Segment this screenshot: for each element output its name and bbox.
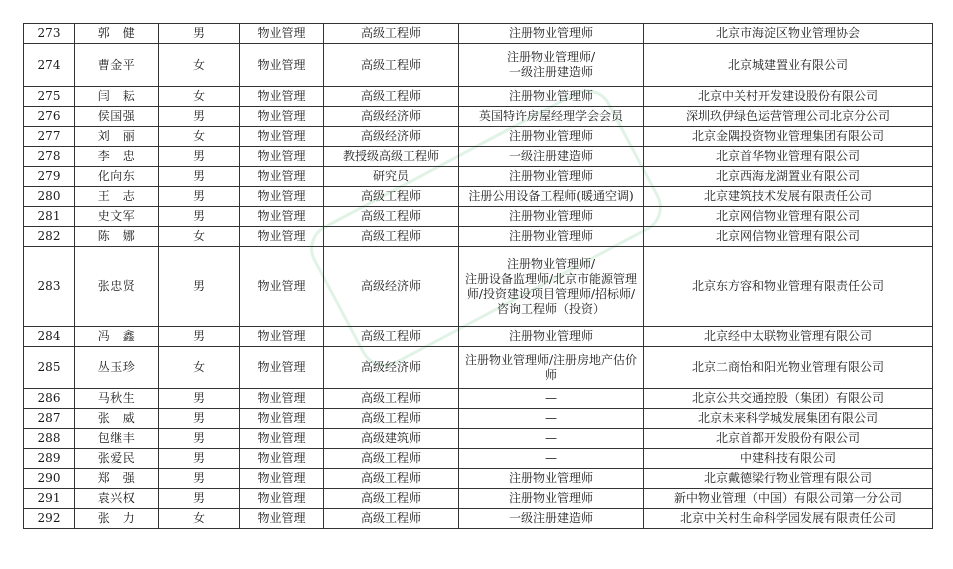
cell-field: 物业管理: [240, 429, 324, 449]
cell-organization: 北京金隅投资物业管理集团有限公司: [644, 127, 933, 147]
cell-person-name: 冯 鑫: [75, 327, 159, 347]
cell-row-number: 273: [24, 24, 75, 44]
cell-job-title: 高级工程师: [324, 409, 459, 429]
table-row: [24, 247, 933, 327]
cell-gender: 男: [159, 449, 240, 469]
cell-job-title: 高级工程师: [324, 449, 459, 469]
cell-organization: 北京城建置业有限公司: [644, 44, 933, 87]
cell-organization: 北京二商怡和阳光物业管理有限公司: [644, 347, 933, 389]
cell-gender: 男: [159, 107, 240, 127]
cell-person-name: 张忠贤: [75, 247, 159, 327]
table-row: [24, 429, 933, 449]
cell-gender: 女: [159, 87, 240, 107]
cell-organization: 北京网信物业管理有限公司: [644, 227, 933, 247]
cell-organization: 深圳玖伊绿色运营管理公司北京分公司: [644, 107, 933, 127]
cell-row-number: 276: [24, 107, 75, 127]
cell-field: 物业管理: [240, 147, 324, 167]
cell-certification: 注册公用设备工程师(暖通空调): [459, 187, 644, 207]
cell-job-title: 高级经济师: [324, 127, 459, 147]
cell-gender: 男: [159, 247, 240, 327]
cell-field: 物业管理: [240, 127, 324, 147]
cell-job-title: 研究员: [324, 167, 459, 187]
cell-certification: 注册物业管理师: [459, 227, 644, 247]
cell-field: 物业管理: [240, 327, 324, 347]
cell-job-title: 高级工程师: [324, 327, 459, 347]
table-row: [24, 227, 933, 247]
cell-person-name: 闫 耘: [75, 87, 159, 107]
cell-row-number: 289: [24, 449, 75, 469]
cell-certification: 一级注册建造师: [459, 509, 644, 529]
cell-field: 物业管理: [240, 489, 324, 509]
table-row: [24, 44, 933, 87]
cell-gender: 男: [159, 489, 240, 509]
table-row: [24, 24, 933, 44]
cell-person-name: 化向东: [75, 167, 159, 187]
cell-certification: —: [459, 449, 644, 469]
cell-gender: 男: [159, 167, 240, 187]
cell-field: 物业管理: [240, 87, 324, 107]
cell-certification: 注册物业管理师: [459, 127, 644, 147]
table-row: [24, 87, 933, 107]
cell-person-name: 曹金平: [75, 44, 159, 87]
cell-field: 物业管理: [240, 44, 324, 87]
cell-person-name: 张爱民: [75, 449, 159, 469]
table-row: [24, 489, 933, 509]
cell-job-title: 高级工程师: [324, 489, 459, 509]
table-row: [24, 449, 933, 469]
cell-job-title: 高级工程师: [324, 24, 459, 44]
cell-organization: 北京西海龙湖置业有限公司: [644, 167, 933, 187]
cell-organization: 新中物业管理（中国）有限公司第一分公司: [644, 489, 933, 509]
table-row: [24, 187, 933, 207]
cell-person-name: 马秋生: [75, 389, 159, 409]
cell-certification: 注册物业管理师: [459, 207, 644, 227]
cell-job-title: 高级建筑师: [324, 429, 459, 449]
cell-field: 物业管理: [240, 207, 324, 227]
cell-person-name: 郭 健: [75, 24, 159, 44]
cell-row-number: 287: [24, 409, 75, 429]
cell-row-number: 283: [24, 247, 75, 327]
cell-field: 物业管理: [240, 187, 324, 207]
table-row: [24, 389, 933, 409]
cell-gender: 男: [159, 389, 240, 409]
cell-field: 物业管理: [240, 389, 324, 409]
cell-row-number: 282: [24, 227, 75, 247]
cell-job-title: 教授级高级工程师: [324, 147, 459, 167]
cell-row-number: 275: [24, 87, 75, 107]
cell-certification: 注册物业管理师/ 注册设备监理师/北京市能源管理 师/投资建设项目管理师/招标师/ 咨询工程师（投资）: [459, 247, 644, 327]
cell-certification: 注册物业管理师: [459, 24, 644, 44]
cell-certification: 一级注册建造师: [459, 147, 644, 167]
cell-job-title: 高级工程师: [324, 44, 459, 87]
cell-certification: 注册物业管理师: [459, 489, 644, 509]
cell-person-name: 丛玉珍: [75, 347, 159, 389]
cell-person-name: 史文军: [75, 207, 159, 227]
cell-row-number: 274: [24, 44, 75, 87]
cell-job-title: 高级工程师: [324, 207, 459, 227]
expert-list-table: [23, 23, 933, 529]
table-row: [24, 347, 933, 389]
cell-gender: 男: [159, 147, 240, 167]
table-row: [24, 167, 933, 187]
cell-certification: 注册物业管理师: [459, 469, 644, 489]
cell-row-number: 290: [24, 469, 75, 489]
cell-organization: 北京中关村开发建设股份有限公司: [644, 87, 933, 107]
cell-row-number: 280: [24, 187, 75, 207]
cell-certification: 注册物业管理师: [459, 87, 644, 107]
cell-field: 物业管理: [240, 509, 324, 529]
cell-gender: 男: [159, 187, 240, 207]
cell-row-number: 292: [24, 509, 75, 529]
cell-field: 物业管理: [240, 107, 324, 127]
cell-gender: 男: [159, 469, 240, 489]
cell-organization: 北京首华物业管理有限公司: [644, 147, 933, 167]
cell-certification: —: [459, 409, 644, 429]
cell-row-number: 277: [24, 127, 75, 147]
cell-organization: 北京经中太联物业管理有限公司: [644, 327, 933, 347]
cell-gender: 男: [159, 24, 240, 44]
cell-organization: 北京公共交通控股（集团）有限公司: [644, 389, 933, 409]
cell-job-title: 高级工程师: [324, 509, 459, 529]
cell-organization: 北京中关村生命科学园发展有限责任公司: [644, 509, 933, 529]
cell-gender: 男: [159, 327, 240, 347]
cell-organization: 中建科技有限公司: [644, 449, 933, 469]
cell-person-name: 袁兴权: [75, 489, 159, 509]
cell-certification: 英国特许房屋经理学会会员: [459, 107, 644, 127]
cell-field: 物业管理: [240, 227, 324, 247]
cell-field: 物业管理: [240, 409, 324, 429]
cell-job-title: 高级工程师: [324, 87, 459, 107]
cell-person-name: 刘 丽: [75, 127, 159, 147]
cell-row-number: 284: [24, 327, 75, 347]
cell-certification: —: [459, 429, 644, 449]
cell-person-name: 李 忠: [75, 147, 159, 167]
cell-job-title: 高级工程师: [324, 227, 459, 247]
cell-field: 物业管理: [240, 24, 324, 44]
cell-row-number: 286: [24, 389, 75, 409]
cell-field: 物业管理: [240, 247, 324, 327]
table-row: [24, 107, 933, 127]
cell-job-title: 高级经济师: [324, 247, 459, 327]
cell-field: 物业管理: [240, 449, 324, 469]
cell-organization: 北京未来科学城发展集团有限公司: [644, 409, 933, 429]
table-row: [24, 127, 933, 147]
cell-job-title: 高级工程师: [324, 469, 459, 489]
cell-gender: 女: [159, 44, 240, 87]
cell-person-name: 张 威: [75, 409, 159, 429]
cell-certification: 注册物业管理师: [459, 167, 644, 187]
cell-organization: 北京戴德梁行物业管理有限公司: [644, 469, 933, 489]
cell-job-title: 高级工程师: [324, 389, 459, 409]
cell-field: 物业管理: [240, 167, 324, 187]
cell-row-number: 279: [24, 167, 75, 187]
table-row: [24, 469, 933, 489]
cell-certification: 注册物业管理师/ 一级注册建造师: [459, 44, 644, 87]
cell-organization: 北京市海淀区物业管理协会: [644, 24, 933, 44]
table-row: [24, 509, 933, 529]
cell-organization: 北京建筑技术发展有限责任公司: [644, 187, 933, 207]
cell-gender: 男: [159, 207, 240, 227]
cell-person-name: 张 力: [75, 509, 159, 529]
cell-job-title: 高级经济师: [324, 347, 459, 389]
cell-gender: 女: [159, 509, 240, 529]
cell-certification: —: [459, 389, 644, 409]
cell-job-title: 高级经济师: [324, 107, 459, 127]
table-row: [24, 147, 933, 167]
cell-person-name: 王 志: [75, 187, 159, 207]
cell-gender: 女: [159, 227, 240, 247]
cell-person-name: 陈 娜: [75, 227, 159, 247]
cell-row-number: 285: [24, 347, 75, 389]
cell-field: 物业管理: [240, 347, 324, 389]
table-row: [24, 327, 933, 347]
cell-row-number: 281: [24, 207, 75, 227]
cell-job-title: 高级工程师: [324, 187, 459, 207]
cell-person-name: 郑 强: [75, 469, 159, 489]
cell-gender: 男: [159, 409, 240, 429]
cell-organization: 北京东方容和物业管理有限责任公司: [644, 247, 933, 327]
cell-gender: 女: [159, 127, 240, 147]
table-row: [24, 409, 933, 429]
table-body: [24, 24, 933, 529]
cell-certification: 注册物业管理师: [459, 327, 644, 347]
cell-person-name: 包继丰: [75, 429, 159, 449]
cell-row-number: 278: [24, 147, 75, 167]
cell-organization: 北京网信物业管理有限公司: [644, 207, 933, 227]
cell-person-name: 侯国强: [75, 107, 159, 127]
cell-gender: 女: [159, 347, 240, 389]
table-row: [24, 207, 933, 227]
cell-row-number: 288: [24, 429, 75, 449]
cell-row-number: 291: [24, 489, 75, 509]
cell-field: 物业管理: [240, 469, 324, 489]
cell-gender: 男: [159, 429, 240, 449]
cell-certification: 注册物业管理师/注册房地产估价 师: [459, 347, 644, 389]
cell-organization: 北京首都开发股份有限公司: [644, 429, 933, 449]
